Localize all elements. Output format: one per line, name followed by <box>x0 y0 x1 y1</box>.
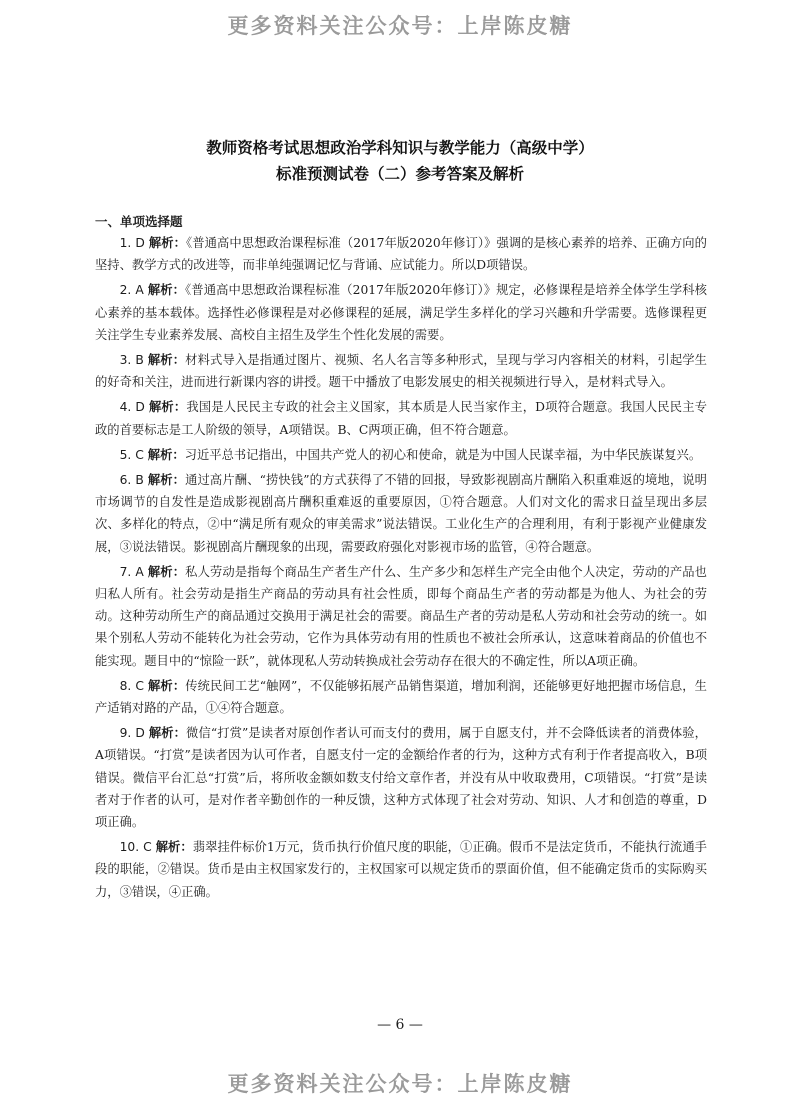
question-number: 10. <box>119 840 140 855</box>
answer-choice: C <box>135 447 144 462</box>
answer-item <box>95 836 707 903</box>
analysis-text: 材料式导入是指通过图片、视频、名人名言等多种形式，呈现与学习内容相关的材料，引起学生的好奇和关注，进而进行新课内容的讲授。题干中播放了电影发展史的相关视频进行导入，是材料式导入。 <box>95 353 707 390</box>
question-number: 1. <box>119 236 132 250</box>
answer-choice: A <box>135 564 144 579</box>
analysis-text: 我国是人民民主专政的社会主义国家，其本质是人民当家作主，D项符合题意。我国人民民主专政的首要标志是工人阶级的领导，A项错误。B、C两项正确，但不符合题意。 <box>95 400 707 437</box>
answer-item <box>95 561 707 672</box>
analysis-label: 解析： <box>148 400 187 415</box>
answer-choice: B <box>135 353 144 368</box>
analysis-label: 解析： <box>147 678 186 693</box>
analysis-label: 解析： <box>147 447 185 462</box>
answer-item <box>95 232 707 276</box>
answer-choice: C <box>143 840 152 855</box>
question-number: 8. <box>119 678 132 693</box>
document-subtitle: 标准预测试卷（二）参考答案及解析 <box>275 165 524 183</box>
section-heading: 一、单项选择题 <box>95 214 183 229</box>
answer-choice: D <box>135 400 145 415</box>
watermark-banner-bottom: 更多资料关注公众号：上岸陈皮糖 <box>227 1072 573 1096</box>
document-title: 教师资格考试思想政治学科知识与教学能力（高级中学） <box>206 139 594 157</box>
answer-item <box>95 444 707 466</box>
answer-item <box>95 279 707 346</box>
question-number: 9. <box>119 726 132 741</box>
analysis-text: 《普通高中思想政治课程标准（2017年版2020年修订）》强调的是核心素养的培养、正确方向的坚持、教学方式的改进等，而非单纯强调记忆与背诵、应试能力。所以D项错误。 <box>95 236 707 273</box>
question-number: 4. <box>119 400 132 415</box>
analysis-label: 解析： <box>155 840 193 855</box>
analysis-label: 解析： <box>147 283 186 298</box>
answer-item <box>95 469 707 558</box>
question-number: 7. <box>119 564 132 579</box>
analysis-text: 《普通高中思想政治课程标准（2017年版2020年修订）》规定，必修课程是培养全体学生学科核心素养的基本载体。选择性必修课程是对必修课程的延展，满足学生多样化的学习兴趣和升学需要。选修课程更关注学生专业素养发展、高校自主招生及学生个性化发展的需要。 <box>95 283 707 342</box>
analysis-text: 私人劳动是指每个商品生产者生产什么、生产多少和怎样生产完全由他个人决定，劳动的产品也归私人所有。社会劳动是指生产商品的劳动具有社会性质，即每个商品生产者的劳动都是为他人、为社会的劳动。这种劳动所生产的商品通过交换用于满足社会的需要。商品生产者的劳动是私人劳动和社会劳动的统一。如果个别私人劳动不能转化为社会劳动，它作为具体劳动有用的性质也不被社会所承认，这意味着商品的价值也不能实现。题目中的“惊险一跃”，就体现私人劳动转换成社会劳动存在很大的不确定性，所以A项正确。 <box>95 564 707 668</box>
analysis-label: 解析： <box>148 236 186 250</box>
analysis-text: 微信“打赏”是读者对原创作者认可而支付的费用，属于自愿支付，并不会降低读者的消费体验，A项错误。“打赏”是读者因为认可作者，自愿支付一定的金额给作者的行为，这种方式有利于作者提高收入，B项错误。微信平台汇总“打赏”后，将所收金额如数支付给文章作者，并没有从中收取费用，C项错误。“打赏”是读者对于作者的认可，是对作者辛勤创作的一种反馈，这种方式体现了社会对劳动、知识、人才和创造的尊重，D项正确。 <box>95 726 707 830</box>
analysis-text: 翡翠挂件标价1万元，货币执行价值尺度的职能，①正确。假币不是法定货币，不能执行流通手段的职能，②错误。货币是由主权国家发行的，主权国家可以规定货币的票面价值，但不能确定货币的实际购买力，③错误，④正确。 <box>95 840 707 899</box>
answer-item <box>95 675 707 719</box>
answer-choice: D <box>135 236 145 250</box>
page-number: — 6 — <box>377 1017 423 1033</box>
analysis-label: 解析： <box>147 353 186 368</box>
question-number: 5. <box>119 447 132 462</box>
question-number: 6. <box>119 473 132 488</box>
analysis-label: 解析： <box>148 726 187 741</box>
answer-choice: A <box>135 283 144 298</box>
answer-choice: C <box>135 678 144 693</box>
answer-item <box>95 722 707 833</box>
answer-choice: D <box>135 726 145 741</box>
analysis-text: 传统民间工艺“触网”，不仅能够拓展产品销售渠道，增加利润，还能够更好地把握市场信息，生产适销对路的产品，①④符合题意。 <box>95 678 707 716</box>
answer-list <box>95 232 707 906</box>
answer-item <box>95 396 707 440</box>
analysis-text: 通过高片酬、“捞快钱”的方式获得了不错的回报，导致影视剧高片酬陷入积重难返的境地，说明市场调节的自发性是造成影视剧高片酬积重难返的重要原因，①符合题意。人们对文化的需求日益呈现出多层次、多样化的特点，②中“满足所有观众的审美需求”说法错误。工业化生产的合理利用，有利于影视产业健康发展，③说法错误。影视剧高片酬现象的出现，需要政府强化对影视市场的监管，④符合题意。 <box>95 473 707 554</box>
answer-item <box>95 349 707 393</box>
answer-choice: B <box>135 473 144 488</box>
question-number: 3. <box>119 353 132 368</box>
analysis-text: 习近平总书记指出，中国共产党人的初心和使命，就是为中国人民谋幸福，为中华民族谋复兴。 <box>184 447 702 462</box>
watermark-banner-top: 更多资料关注公众号：上岸陈皮糖 <box>227 14 573 38</box>
question-number: 2. <box>119 283 132 298</box>
analysis-label: 解析： <box>147 564 186 579</box>
analysis-label: 解析： <box>147 473 186 488</box>
